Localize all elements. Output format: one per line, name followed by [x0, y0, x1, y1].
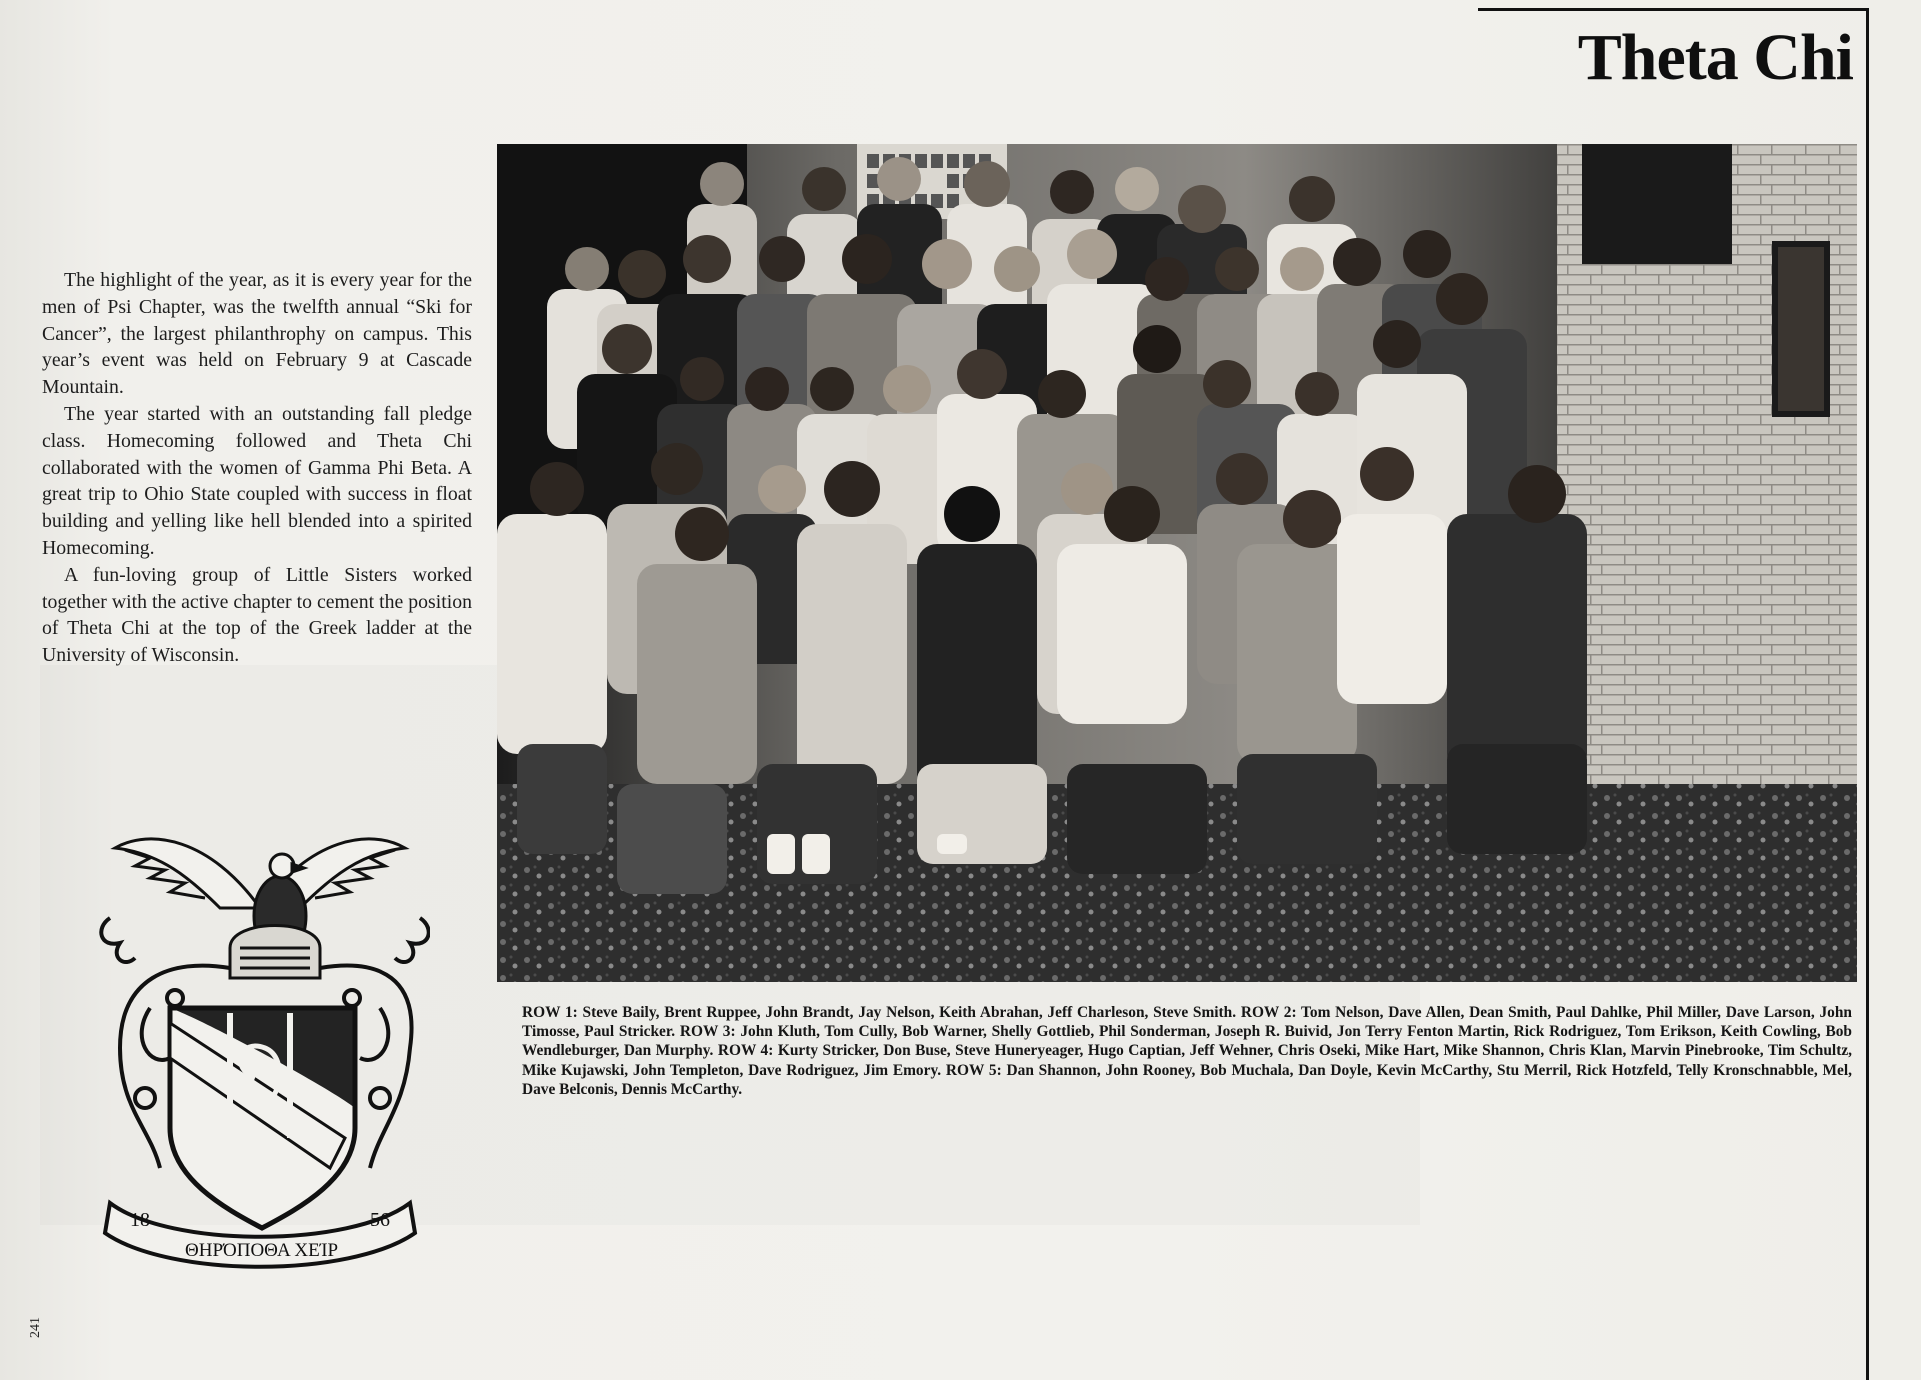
shield-icon: [170, 1008, 355, 1228]
story-paragraph: The highlight of the year, as it is every year for the men of Psi Chapter, was the twelfth annual “Ski for Cancer”, the largest philanthrophy on campus. This year’s event was held on February 9 at Cascade Mountain.: [42, 269, 472, 399]
page-number: 241: [28, 1317, 43, 1338]
group-photo: [497, 144, 1857, 982]
story-paragraph: A fun-loving group of Little Sisters worked together with the active chapter to cement the position of Theta Chi at the top of the Greek ladder at the University of Wisconsin.: [42, 563, 472, 667]
story-paragraph: The year started with an outstanding fall pledge class. Homecoming followed and Theta Chi collaborated with the women of Gamma Phi Beta. A great trip to Ohio State coupled with success in float building and yelling like hell blended into a spirited Homecoming.: [42, 402, 472, 559]
crest-motto: ΘΗΡΌΠΟΘΑ ΧΕΊΡ: [185, 1240, 339, 1261]
crest-year-right: 56: [370, 1209, 390, 1231]
crest-year-left: 18: [130, 1209, 150, 1231]
story-text: [42, 267, 472, 669]
page-rule-right: [1866, 8, 1869, 1380]
photo-caption: ROW 1: Steve Baily, Brent Ruppee, John Brandt, Jay Nelson, Keith Abrahan, Jeff Charleson, Steve Smith. ROW 2: Tom Nelson, Dave Allen, Dean Smith, Paul Dahlke, Phil Miller, Dave Larson, John Timosse, Paul Stricker. ROW 3: John Kluth, Tom Cully, Bob Warner, Shelly Gottlieb, Phil Sonderman, Joseph R. Buivid, Jon Terry Fenton Martin, Rick Rodriguez, Tom Erikson, Keith Cowling, Bob Wendleburger, Dan Murphy. ROW 4: Kurty Stricker, Don Buse, Steve Huneryeager, Hugo Captian, Jeff Wehner, Chris Oseki, Mike Hart, Mike Shannon, Chris Klan, Marvin Pinebrooke, Tim Schultz, Mike Kujawski, John Templeton, Dave Rodriguez, Jim Emory. ROW 5: Dan Shannon, John Rooney, Bob Muchala, Dan Doyle, Kevin McCarthy, Stu Merril, Rick Hotzfeld, Telly Kronschnabble, Mel, Dave Belconis, Dennis McCarthy.: [522, 1004, 1852, 1098]
fraternity-crest: [90, 808, 430, 1278]
helmet-icon: [230, 926, 320, 979]
title-rule-top: [1478, 8, 1868, 11]
group-photo-art: [497, 144, 1857, 982]
page-title: Theta Chi: [1577, 21, 1853, 94]
